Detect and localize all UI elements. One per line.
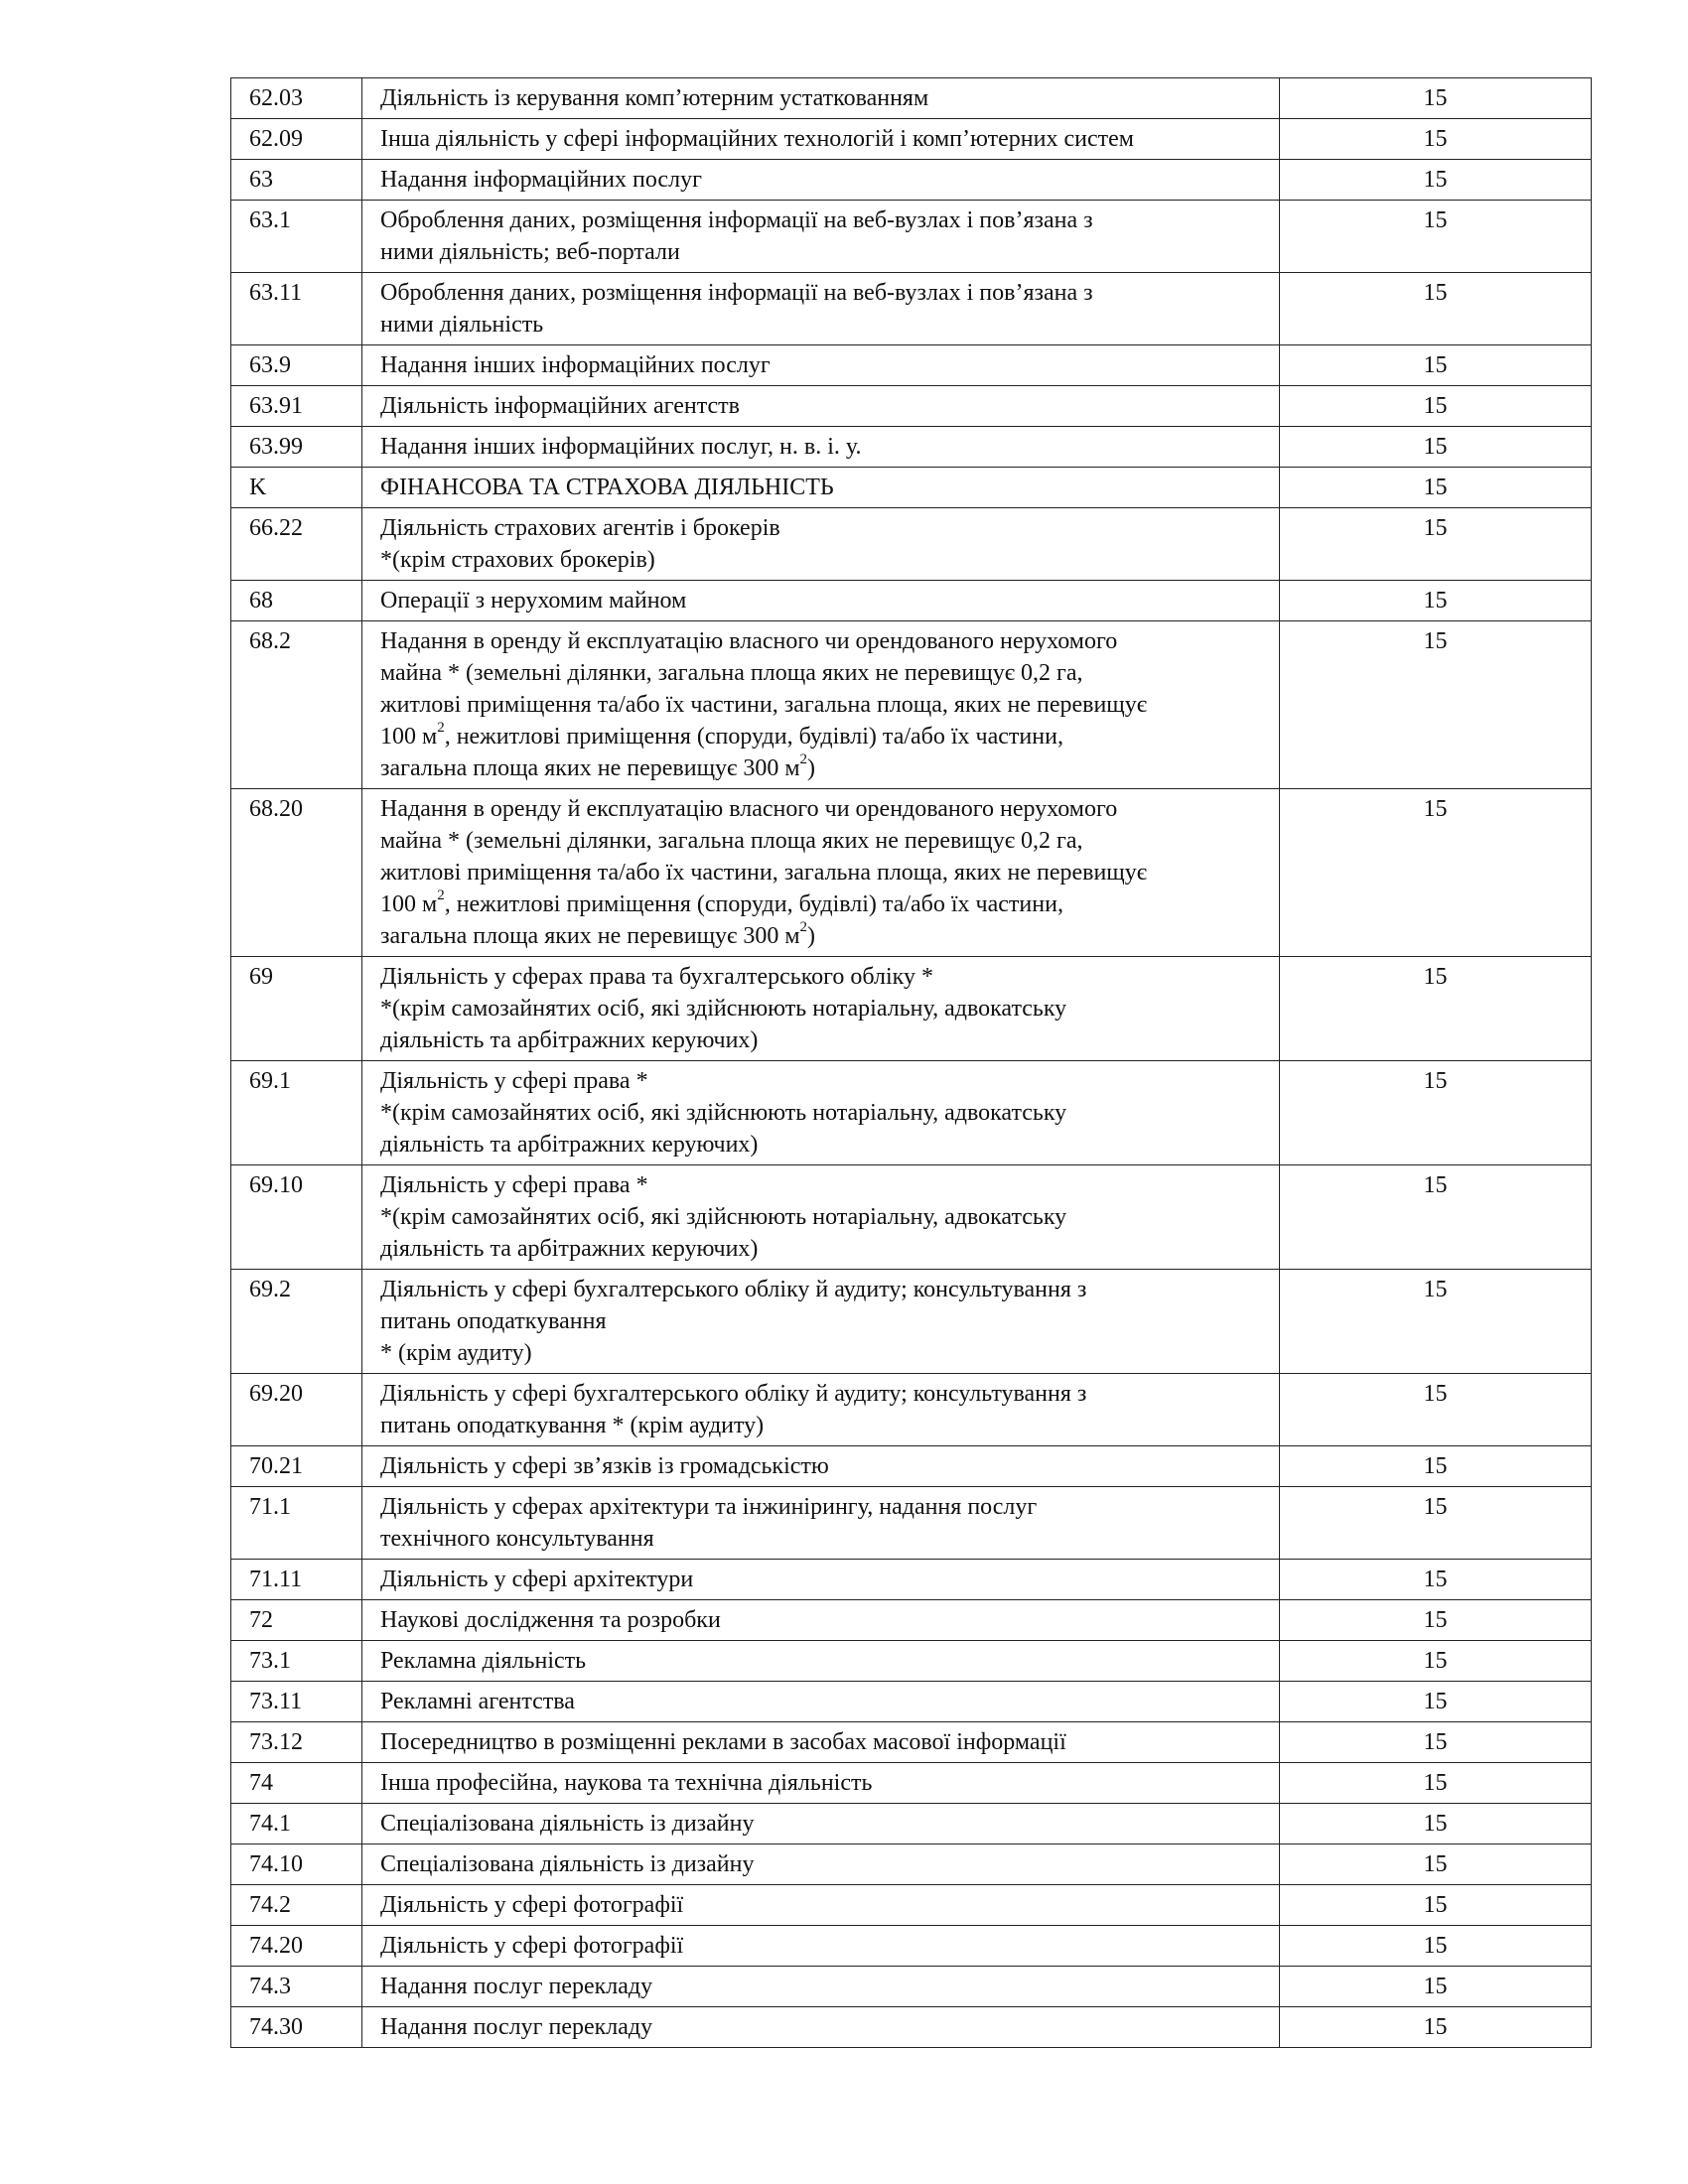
table-row xyxy=(231,1722,1592,1763)
activity-code-cell: 71.11 xyxy=(231,1560,362,1600)
tax-rate-cell: 15 xyxy=(1280,1682,1592,1722)
activity-code-cell: 68 xyxy=(231,581,362,621)
activity-code-cell: 74.3 xyxy=(231,1967,362,2007)
activity-code-cell: 73.12 xyxy=(231,1722,362,1763)
tax-rate-cell: 15 xyxy=(1280,160,1592,201)
tax-rate-cell: 15 xyxy=(1280,957,1592,1061)
activity-code-cell: 66.22 xyxy=(231,508,362,581)
superscript-2: 2 xyxy=(437,720,445,736)
activity-code-cell: 72 xyxy=(231,1600,362,1641)
table-row xyxy=(231,1560,1592,1600)
activity-code-cell: 62.09 xyxy=(231,119,362,160)
table-row xyxy=(231,160,1592,201)
superscript-2: 2 xyxy=(799,751,808,767)
activity-code-cell: 68.2 xyxy=(231,621,362,789)
activity-code-cell: 63.91 xyxy=(231,386,362,427)
tax-rate-cell: 15 xyxy=(1280,1374,1592,1446)
activity-code-cell: 73.1 xyxy=(231,1641,362,1682)
table-row xyxy=(231,386,1592,427)
activity-name-cell: Рекламна діяльність xyxy=(362,1641,1280,1682)
activity-codes-table xyxy=(230,77,1592,2048)
activity-name-cell: Надання інших інформаційних послуг, н. в. і. у. xyxy=(362,427,1280,468)
activity-name-cell: Діяльність у сфері права * *(крім самозайнятих осіб, які здійснюють нотаріальну, адвокатську діяльність та арбітражних керуючих) xyxy=(362,1165,1280,1270)
table-row xyxy=(231,78,1592,119)
activity-name-cell: Надання в оренду й експлуатацію власного чи орендованого нерухомого майна * (земельні ділянки, загальна площа яких не перевищує 0,2 га, житлові приміщення та/або їх частини, загальна площа, яких не перевищує 100 $м^2$, нежитлові приміщення (споруди, будівлі) та/або їх частини, загальна площа яких не перевищує 300 $м^2$) xyxy=(362,789,1280,957)
activity-name-cell: Діяльність у сфері зв’язків із громадськістю xyxy=(362,1446,1280,1487)
activity-name-cell: Спеціалізована діяльність із дизайну xyxy=(362,1844,1280,1885)
activity-name-cell: Діяльність у сфері фотографії xyxy=(362,1885,1280,1926)
activity-code-cell: 74.20 xyxy=(231,1926,362,1967)
tax-rate-cell: 15 xyxy=(1280,1641,1592,1682)
activity-name-cell: ФІНАНСОВА ТА СТРАХОВА ДІЯЛЬНІСТЬ xyxy=(362,468,1280,508)
table-row xyxy=(231,1446,1592,1487)
activity-name-cell: Діяльність у сфері архітектури xyxy=(362,1560,1280,1600)
activity-name-cell: Діяльність інформаційних агентств xyxy=(362,386,1280,427)
activity-code-cell: 74.2 xyxy=(231,1885,362,1926)
tax-rate-cell: 15 xyxy=(1280,1763,1592,1804)
tax-rate-cell: 15 xyxy=(1280,1844,1592,1885)
activity-code-cell: 71.1 xyxy=(231,1487,362,1560)
activity-code-cell: 63 xyxy=(231,160,362,201)
table-row xyxy=(231,1270,1592,1374)
table-row xyxy=(231,201,1592,273)
tax-rate-cell: 15 xyxy=(1280,1165,1592,1270)
activity-name-cell: Наукові дослідження та розробки xyxy=(362,1600,1280,1641)
tax-rate-cell: 15 xyxy=(1280,1722,1592,1763)
activity-code-cell: 74.1 xyxy=(231,1804,362,1844)
table-row xyxy=(231,1844,1592,1885)
activity-name-cell: Діяльність у сфері бухгалтерського обліку й аудиту; консультування з питань оподаткування * (крім аудиту) xyxy=(362,1374,1280,1446)
table-row xyxy=(231,1165,1592,1270)
tax-rate-cell: 15 xyxy=(1280,119,1592,160)
tax-rate-cell: 15 xyxy=(1280,2007,1592,2048)
activity-code-cell: 70.21 xyxy=(231,1446,362,1487)
table-row xyxy=(231,1926,1592,1967)
superscript-2: 2 xyxy=(437,887,445,903)
table-row xyxy=(231,1641,1592,1682)
activity-name-cell: Діяльність у сфері права * *(крім самозайнятих осіб, які здійснюють нотаріальну, адвокатську діяльність та арбітражних керуючих) xyxy=(362,1061,1280,1165)
tax-rate-cell: 15 xyxy=(1280,78,1592,119)
activity-code-cell: 63.1 xyxy=(231,201,362,273)
document-page xyxy=(230,77,1591,2048)
activity-name-cell: Посередництво в розміщенні реклами в засобах масової інформації xyxy=(362,1722,1280,1763)
activity-name-cell: Інша професійна, наукова та технічна діяльність xyxy=(362,1763,1280,1804)
activity-name-cell: Надання інформаційних послуг xyxy=(362,160,1280,201)
activity-code-cell: 69.1 xyxy=(231,1061,362,1165)
activity-code-cell: 69.20 xyxy=(231,1374,362,1446)
table-row xyxy=(231,1487,1592,1560)
tax-rate-cell: 15 xyxy=(1280,345,1592,386)
activity-code-cell: 73.11 xyxy=(231,1682,362,1722)
activity-name-cell: Діяльність страхових агентів і брокерів *(крім страхових брокерів) xyxy=(362,508,1280,581)
activity-name-cell: Спеціалізована діяльність із дизайну xyxy=(362,1804,1280,1844)
tax-rate-cell: 15 xyxy=(1280,789,1592,957)
activity-code-cell: 63.11 xyxy=(231,273,362,345)
activity-code-cell: 63.9 xyxy=(231,345,362,386)
table-row xyxy=(231,1763,1592,1804)
tax-rate-cell: 15 xyxy=(1280,427,1592,468)
activity-code-cell: 63.99 xyxy=(231,427,362,468)
table-row xyxy=(231,1600,1592,1641)
tax-rate-cell: 15 xyxy=(1280,621,1592,789)
activity-name-cell: Надання в оренду й експлуатацію власного чи орендованого нерухомого майна * (земельні ділянки, загальна площа яких не перевищує 0,2 га, житлові приміщення та/або їх частини, загальна площа, яких не перевищує 100 $м^2$, нежитлові приміщення (споруди, будівлі) та/або їх частини, загальна площа яких не перевищує 300 $м^2$) xyxy=(362,621,1280,789)
activity-name-cell: Оброблення даних, розміщення інформації на веб-вузлах і пов’язана з ними діяльність xyxy=(362,273,1280,345)
table-row xyxy=(231,1967,1592,2007)
table-row xyxy=(231,957,1592,1061)
tax-rate-cell: 15 xyxy=(1280,1926,1592,1967)
table-row xyxy=(231,581,1592,621)
tax-rate-cell: 15 xyxy=(1280,201,1592,273)
tax-rate-cell: 15 xyxy=(1280,1560,1592,1600)
table-row xyxy=(231,427,1592,468)
activity-name-cell: Діяльність у сфері бухгалтерського обліку й аудиту; консультування з питань оподаткування * (крім аудиту) xyxy=(362,1270,1280,1374)
activity-name-cell: Надання інших інформаційних послуг xyxy=(362,345,1280,386)
tax-rate-cell: 15 xyxy=(1280,386,1592,427)
activity-name-cell: Діяльність із керування комп’ютерним устаткованням xyxy=(362,78,1280,119)
table-row xyxy=(231,1682,1592,1722)
activity-code-cell: 69.10 xyxy=(231,1165,362,1270)
table-row xyxy=(231,1374,1592,1446)
activity-code-cell: 69.2 xyxy=(231,1270,362,1374)
activity-code-cell: 74 xyxy=(231,1763,362,1804)
tax-rate-cell: 15 xyxy=(1280,1270,1592,1374)
tax-rate-cell: 15 xyxy=(1280,468,1592,508)
tax-rate-cell: 15 xyxy=(1280,1061,1592,1165)
activity-name-cell: Рекламні агентства xyxy=(362,1682,1280,1722)
activity-code-cell: 69 xyxy=(231,957,362,1061)
table-row xyxy=(231,345,1592,386)
activity-code-cell: 74.10 xyxy=(231,1844,362,1885)
activity-code-cell: 62.03 xyxy=(231,78,362,119)
table-row xyxy=(231,1804,1592,1844)
superscript-2: 2 xyxy=(799,919,808,935)
activity-code-cell: K xyxy=(231,468,362,508)
activity-name-cell: Діяльність у сфері фотографії xyxy=(362,1926,1280,1967)
tax-rate-cell: 15 xyxy=(1280,1885,1592,1926)
activity-name-cell: Операції з нерухомим майном xyxy=(362,581,1280,621)
table-row xyxy=(231,508,1592,581)
tax-rate-cell: 15 xyxy=(1280,1600,1592,1641)
table-row xyxy=(231,273,1592,345)
table-row xyxy=(231,119,1592,160)
activity-code-cell: 74.30 xyxy=(231,2007,362,2048)
table-row xyxy=(231,1885,1592,1926)
table-row xyxy=(231,621,1592,789)
activity-name-cell: Надання послуг перекладу xyxy=(362,1967,1280,2007)
tax-rate-cell: 15 xyxy=(1280,1804,1592,1844)
table-row xyxy=(231,789,1592,957)
activity-name-cell: Діяльність у сферах права та бухгалтерського обліку * *(крім самозайнятих осіб, які здійснюють нотаріальну, адвокатську діяльність та арбітражних керуючих) xyxy=(362,957,1280,1061)
tax-rate-cell: 15 xyxy=(1280,1967,1592,2007)
tax-rate-cell: 15 xyxy=(1280,1487,1592,1560)
table-row xyxy=(231,2007,1592,2048)
activity-name-cell: Оброблення даних, розміщення інформації на веб-вузлах і пов’язана з ними діяльність; веб-портали xyxy=(362,201,1280,273)
activity-name-cell: Надання послуг перекладу xyxy=(362,2007,1280,2048)
table-body xyxy=(231,78,1592,2048)
table-row xyxy=(231,468,1592,508)
activity-name-cell: Інша діяльність у сфері інформаційних технологій і комп’ютерних систем xyxy=(362,119,1280,160)
tax-rate-cell: 15 xyxy=(1280,1446,1592,1487)
activity-code-cell: 68.20 xyxy=(231,789,362,957)
tax-rate-cell: 15 xyxy=(1280,273,1592,345)
tax-rate-cell: 15 xyxy=(1280,508,1592,581)
tax-rate-cell: 15 xyxy=(1280,581,1592,621)
table-row xyxy=(231,1061,1592,1165)
activity-name-cell: Діяльність у сферах архітектури та інжинірингу, надання послуг технічного консультування xyxy=(362,1487,1280,1560)
